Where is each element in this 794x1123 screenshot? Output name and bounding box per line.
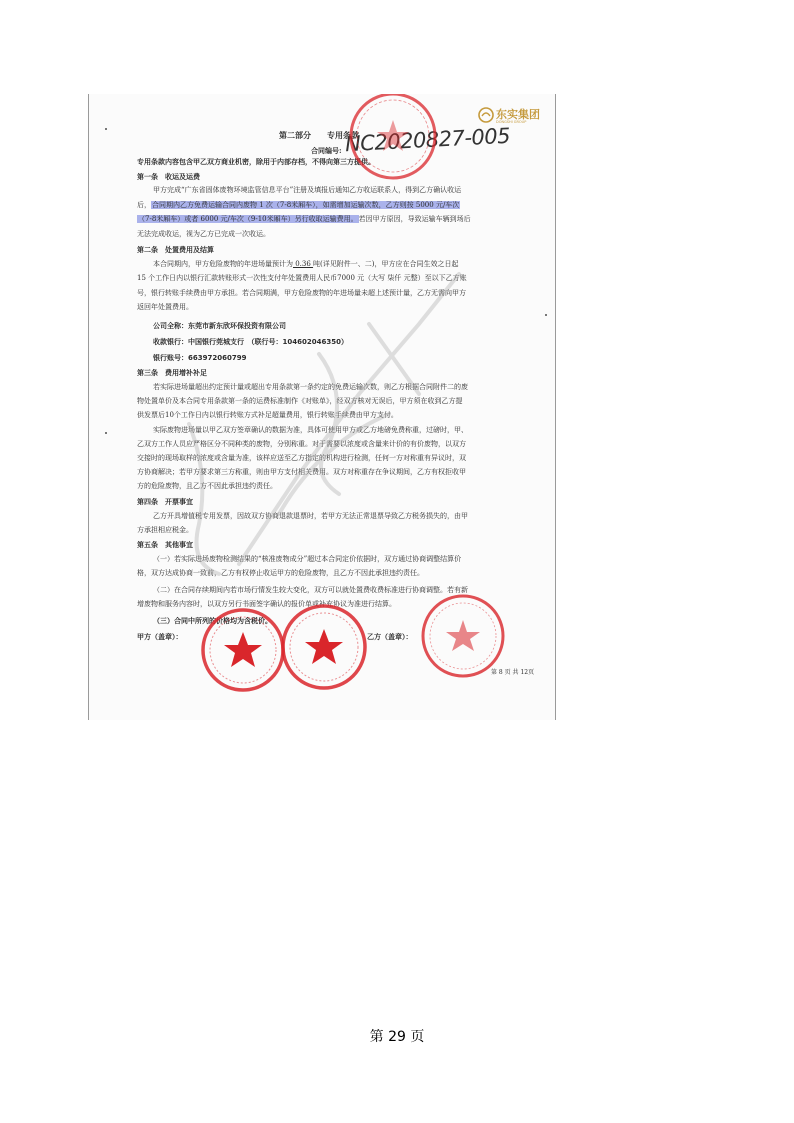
inner-page-number: 第 8 页 共 12页 [491,669,535,676]
article-3-line: 方的危险废物，且乙方不因此承担违约责任。 [137,482,277,490]
article-3-line: 供发票后10个工作日内以银行转账方式补足超量费用，银行转账手续费由甲方支付。 [137,411,398,419]
article-4-title: 第四条 开票事宜 [137,497,193,506]
article-3-line: 方协商解决；若甲方要求第三方称重，则由甲方支付相关费用。双方对称重存在争议期间，乙方有权拒收甲 [137,468,466,476]
article-2-title: 第二条 处置费用及结算 [137,245,214,254]
party-b-contract-seal [419,592,507,680]
article-1-line [137,215,471,224]
scan-speck [545,314,547,316]
logo-emblem-icon [478,107,494,123]
article-5-line: （一）若实际进场废物检测结果的“核准废物成分”超过本合同定价依据时，双方通过协商调整结算价 [153,555,462,563]
estimated-volume: 0.36 [293,260,314,268]
article-2-line: 15 个工作日内以银行汇款转账形式一次性支付年处置费用人民币7000 元（大写 柒仟 元整）至以下乙方账 [137,274,467,282]
article-1-text: 若因甲方原因，导致运输车辆到场后 [358,215,471,223]
article-1-line [137,201,460,210]
payee-company: 公司全称：东莞市新东欣环保投资有限公司 [153,322,286,330]
scanned-document-page [88,94,556,720]
article-1-title: 第一条 收运及运费 [137,172,200,181]
confidentiality-intro: 专用条款内容包含甲乙双方商业机密，除用于内部存档，不得向第三方提供。 [137,157,375,166]
party-b-seal-label: 乙方（盖章）： [367,632,413,641]
part-title: 第二部分 专用条款 [279,130,359,140]
article-2-line: 号，银行转账手续费由甲方承担。若合同期满，甲方危险废物的年进场量未超上述预计量，乙方无需向甲方 [137,289,466,297]
article-3-line: 实际废物进场量以甲乙双方签章确认的数据为准，具体可使用甲方或乙方地磅免费称重，过磅时，甲、 [153,426,468,434]
article-5-line: （二）在合同存续期间内若市场行情发生较大变化，双方可以就处置费收费标准进行协商调整。若有新 [153,586,468,594]
article-2-line [153,260,459,269]
highlighted-transport-terms: （7-8米厢车）或者 6000 元/车次（9-10米厢车）另行收取运输费用。 [138,215,358,223]
article-1-line: 无法完成收运，视为乙方已完成一次收运。 [137,230,270,238]
article-3-line: 物处置单价及本合同专用条款第一条的运费标准制作《对账单》，经双方核对无误后，甲方须在收到乙方提 [137,397,463,405]
party-a-seal [199,606,287,694]
article-3-title: 第三条 费用增补补足 [137,368,207,377]
article-5-title: 第五条 其他事宜 [137,540,193,549]
scan-speck [105,128,107,130]
scan-speck [105,432,107,434]
article-2-text: 本合同期内，甲方危险废物的年进场量预计为 [153,260,293,268]
article-1-text: 后， [137,201,151,209]
payee-account: 银行账号：663972060799 [153,354,247,362]
highlighted-transport-terms: 合同期内乙方免费运输合同内废物 1 次（7-8米厢车），如需增加运输次数，乙方则按 5000 元/车次 [152,201,460,209]
contract-no-handwritten: NC2020827-005 [344,123,511,157]
logo-name: 东实集团 [496,108,540,121]
article-4-line: 乙方开具增值税专用发票，因故双方协商退款退票时，若甲方无法正常退票导致乙方税务损失的，由甲 [153,512,468,520]
logo-subtitle: DONGSHI GROUP [496,120,527,124]
party-a-contract-seal [279,602,369,692]
contract-no-label: 合同编号: [311,146,342,155]
page-number: 第 29 页 [369,1029,425,1045]
article-3-line: 乙双方工作人员应严格区分不同种类的废物，分别称重。对于需要以浓度或含量来计价的有价废物，以双方 [137,440,466,448]
company-seal-top [347,94,439,182]
article-3-line: 交接时的现场取样的浓度或含量为准，该样应送至乙方指定的机构进行检测，任何一方对称重有异议时，双 [137,454,466,462]
article-5-line: 增废物和服务内容时，以双方另行书面签字确认的报价单或补充协议为准进行结算。 [137,600,396,608]
article-2-line: 返回年处置费用。 [137,303,193,311]
article-5-line: 格，双方达成协商一致前，乙方有权停止收运甲方的危险废物，且乙方不因此承担违约责任。 [137,569,424,577]
payee-bank: 收款银行：中国银行莞城支行 （联行号：104602046350） [153,338,348,346]
party-a-seal-label: 甲方（盖章）： [137,632,183,641]
article-2-text: 吨(详见附件一、二)，甲方应在合同生效之日起 [313,260,459,268]
article-3-line: 若实际进场量超出约定预计量或超出专用条款第一条约定的免费运输次数，则乙方根据合同附件二的废 [153,383,468,391]
article-1-line: 甲方完成“广东省固体废物环境监管信息平台”注册及填报后通知乙方收运联系人，得到乙方确认收运 [153,186,462,194]
article-4-line: 方承担相应税金。 [137,526,193,534]
article-5-line: （三）合同中所列的价格均为含税价。 [153,616,272,625]
